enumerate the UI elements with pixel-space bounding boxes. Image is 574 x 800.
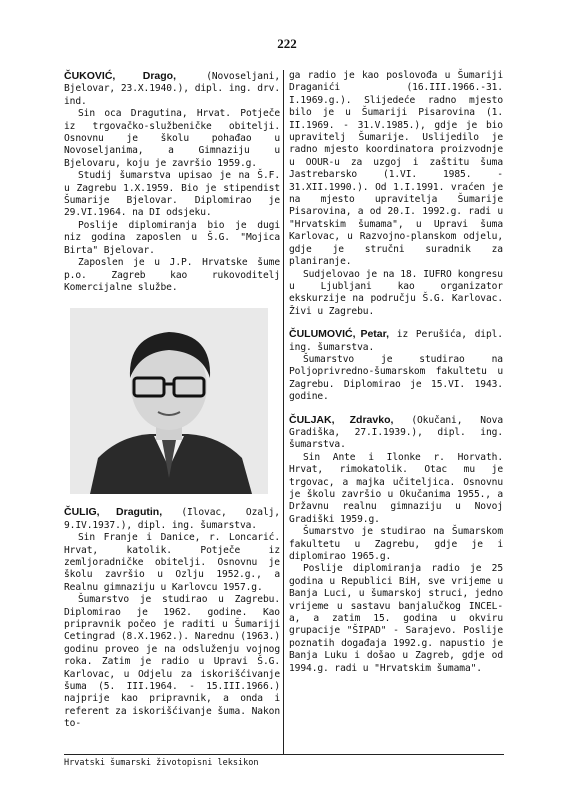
entry-intro: (Novoseljani, Bjelovar, 23.X.1940.), dipl. ing. drv. ind. xyxy=(64,71,280,107)
entry-paragraph: Studij šumarstva upisao je na Š.F. u Zagrebu 1.X.1959. Bio je stipendist Šumarije Bjelovar. Diplomirao je 29.VI.1964. na DI odsjeku. xyxy=(64,170,280,219)
entry-paragraph: Poslije diplomiranja bio je dugi niz godina zaposlen u Š.G. "Mojica Birta" Bjelovar. xyxy=(64,219,280,256)
entry-intro: iz Perušića, dipl. ing. šumarstva. xyxy=(289,329,503,353)
entry-culumovic xyxy=(289,328,503,403)
entry-headword: ČULJAK, Zdravko, xyxy=(289,413,394,426)
column-divider xyxy=(283,70,284,754)
page-number: 222 xyxy=(277,36,297,51)
right-column xyxy=(289,70,503,685)
portrait-photo xyxy=(70,308,268,494)
entry-paragraph: Sin oca Dragutina, Hrvat. Potječe iz trgovačko-službeničke obitelji. Osnovnu je školu pohađao u Novoseljanima, a Gimnaziju u Bjelovaru, koju je završio 1959.g. xyxy=(64,108,280,169)
entry-headword: ČUKOVIĆ, Drago, xyxy=(64,70,177,82)
entry-paragraph: Šumarstvo je studirao na Šumarskom fakultetu u Zagrebu, gdje je i diplomirao 1965.g. xyxy=(289,526,503,563)
entry-intro: (Okučani, Nova Gradiška, 27.I.1939.), dipl. ing. šumarstva. xyxy=(289,414,503,451)
entry-culig xyxy=(64,506,280,730)
entry-paragraph: ga radio je kao poslovođa u Šumariji Draganići (16.III.1966.-31. I.1969.g.). Slijedeće radno mjesto bilo je u Šumariji Pisarovina (1. II.1969. - 31.V.1985.), gdje je bio upravitelj Šumarije. Uslijedilo je radno mjesto koordinatora proizvodnje u OOUR-u za uzgoj i zaštitu šuma Jastrebarsko (1.VI. 1985. - 31.XII.1990.). Od 1.I.1991. vraćen je na mjesto upravitelja Šumarije Pisarovina, a od 20.I. 1992.g. radi u "Hrvatskim šumama", u Upravi šuma Karlovac, u Razvojno-planskom odjelu, gdje je stručni suradnik za planiranje. xyxy=(289,70,503,268)
entry-paragraph: Sin Franje i Danice, r. Loncarić. Hrvat, katolik. Potječe iz zemljoradničke obitelji. Osnovnu je školu završio u Ozlju 1952.g., a Realnu gimnaziju u Karlovcu 1957.g. xyxy=(64,532,280,593)
entry-culjak xyxy=(289,414,503,676)
entry-paragraph: Zaposlen je u J.P. Hrvatske šume p.o. Zagreb kao rukovoditelj Komercijalne službe. xyxy=(64,257,280,293)
entry-cukovic xyxy=(64,70,280,294)
footer-rule xyxy=(64,754,504,755)
footer-title: Hrvatski šumarski životopisni leksikon xyxy=(64,758,259,768)
entry-culig-continued xyxy=(289,70,503,318)
entry-paragraph: Sudjelovao je na 18. IUFRO kongresu u Ljubljani kao organizator ekskurzije na području Š.G. Karlovac. Živi u Zagrebu. xyxy=(289,268,503,317)
entry-paragraph: Šumarstvo je studirao u Zagrebu. Diplomirao je 1962. godine. Kao pripravnik počeo je raditi u Šumariji Cetingrad (8.X.1962.). Narednu (1963.) godinu proveo je na odsluženju vojnog roka. Zatim je radio u Upravi Š.G. Karlovac, u Odjelu za iskorišćivanje šuma (5. III.1964. - 15.III.1966.) najprije kao pripravnik, a onda i referent za iskorišćivanje šuma. Nakon to- xyxy=(64,594,280,730)
entry-paragraph: Poslije diplomiranja radio je 25 godina u Republici BiH, sve vrijeme u Banja Luci, u šumarskoj struci, jedno vrijeme u sastavu banjalučkog INCEL-a, a zatim 15. godina u okviru grupacije "ŠIPAD" - Sarajevo. Poslije poznatih događaja 1992.g. napustio je Banja Luku i došao u Zagreb, gdje od 1994.g. radi u "Hrvatskim šumama". xyxy=(289,563,503,674)
left-column xyxy=(64,70,280,741)
entry-headword: ČULUMOVIĆ, Petar, xyxy=(289,328,390,341)
entry-intro: (Ilovac, Ozalj, 9.IV.1937.), dipl. ing. šumarstva. xyxy=(64,507,280,531)
entry-headword: ČULIG, Dragutin, xyxy=(64,506,163,519)
entry-paragraph: Sin Ante i Ilonke r. Horvath. Hrvat, rimokatolik. Otac mu je trgovac, a majka učiteljica. Osnovnu je školu završio u Okučanima 1955., a Državnu realnu gimnaziju u Novoj Gradiški 1959.g. xyxy=(289,451,503,525)
entry-paragraph: Šumarstvo je studirao na Poljoprivredno-šumarskom fakultetu u Zagrebu. Diplomirao je 15.VI. 1943. godine. xyxy=(289,353,503,403)
